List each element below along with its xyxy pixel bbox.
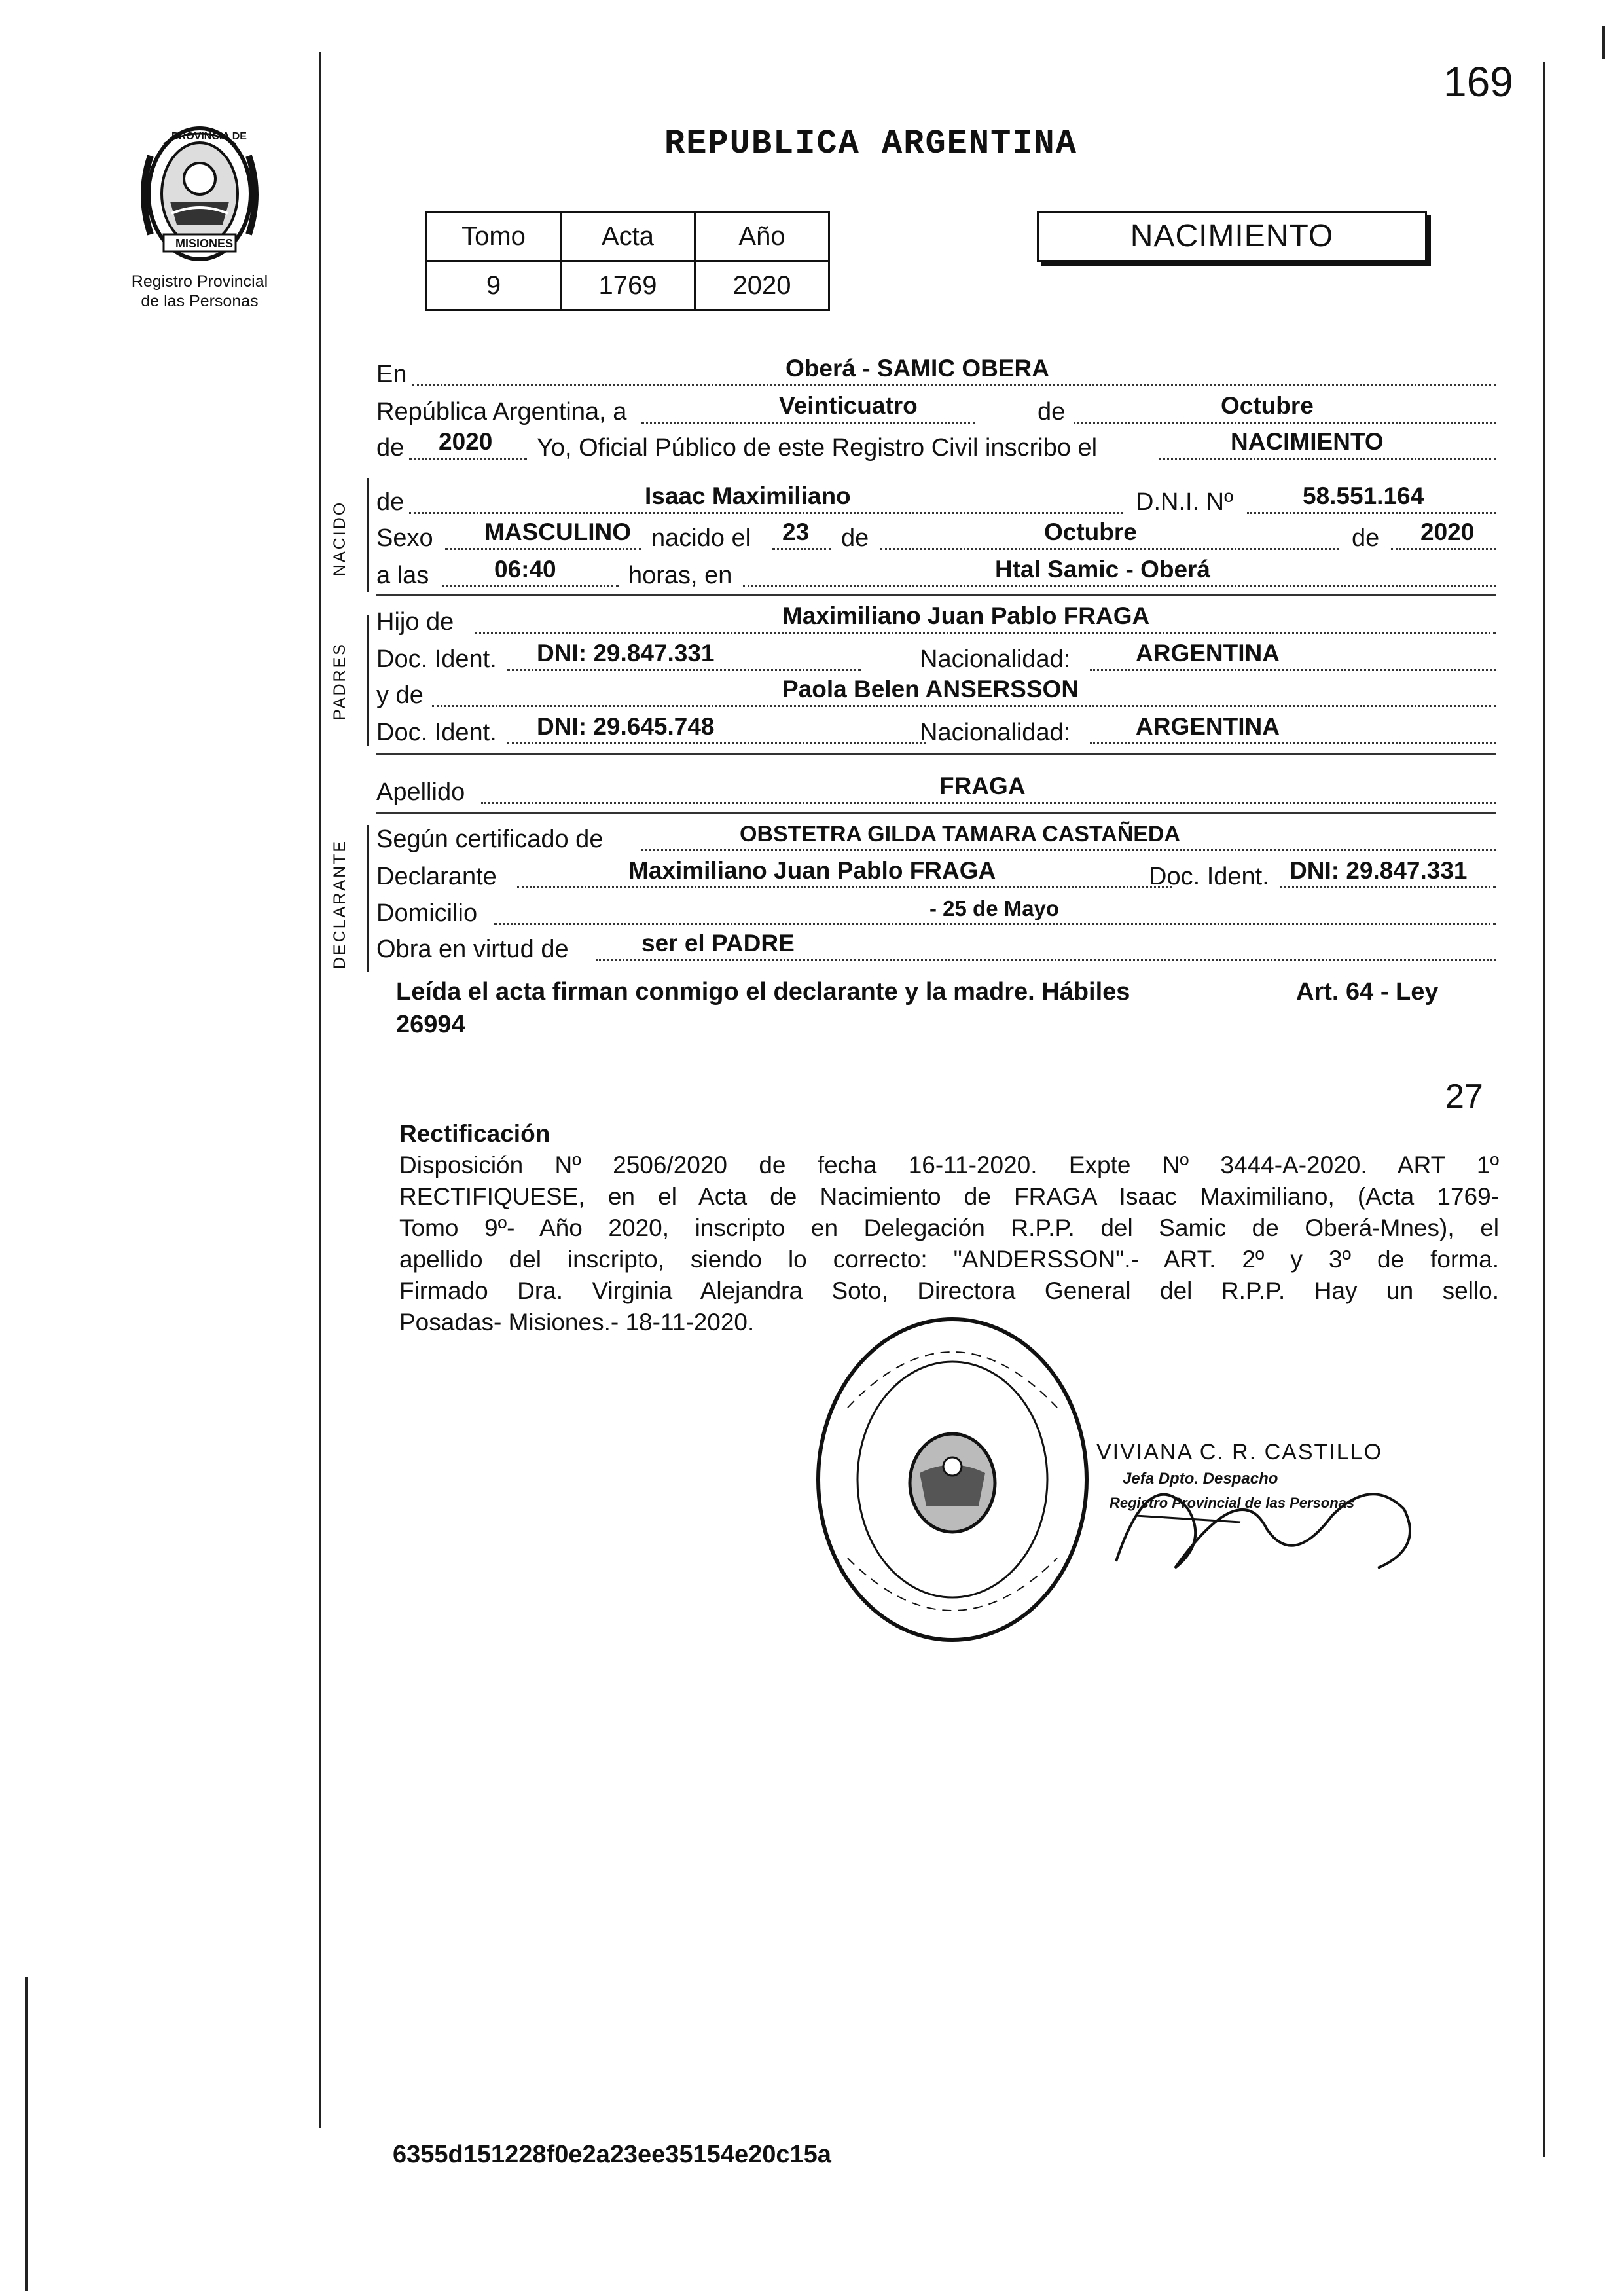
- value-capacity: ser el PADRE: [641, 930, 795, 957]
- value-birth-year: 2020: [1420, 519, 1475, 545]
- separator-apellido-declarante: [376, 812, 1496, 814]
- value-kind: NACIMIENTO: [1231, 428, 1384, 455]
- dots-kind: [1159, 458, 1496, 460]
- header-acta: Acta: [561, 212, 695, 261]
- value-anio: 2020: [695, 261, 829, 310]
- rectification-line: Firmado Dra. Virginia Alejandra Soto, Directora General del R.P.P. Hay un sello.: [399, 1277, 1499, 1304]
- closing-statement: [396, 975, 1483, 1041]
- row-republica: [376, 391, 1496, 430]
- rectification-section: [399, 1118, 1499, 1338]
- label-sexo: Sexo: [376, 524, 433, 552]
- value-sex: MASCULINO: [484, 519, 632, 545]
- row-obra: [376, 928, 1496, 968]
- dots-dni: [1247, 512, 1496, 514]
- registry-name-line2: de las Personas: [141, 292, 259, 310]
- section-label-padres: PADRES: [331, 642, 349, 720]
- page-number: 169: [1443, 58, 1513, 105]
- signature-block: [1096, 1437, 1437, 1594]
- left-margin-rule: [319, 52, 321, 2128]
- value-mother-dni: DNI: 29.645.748: [537, 713, 715, 740]
- dots-certificado: [641, 849, 1496, 851]
- dots-lugar: [743, 585, 1496, 587]
- value-dni: 58.551.164: [1303, 483, 1424, 509]
- closing-text: Leída el acta firman conmigo el declarante y la madre. Hábiles: [396, 978, 1130, 1006]
- seal-lettering-bottom: MISIONES: [175, 237, 234, 250]
- value-declarant: Maximiliano Juan Pablo FRAGA: [628, 857, 996, 884]
- row-doc1: [376, 638, 1496, 678]
- value-year: 2020: [439, 428, 493, 455]
- signatory-role: Jefa Dpto. Despacho: [1123, 1470, 1278, 1487]
- row-sexo: [376, 517, 1496, 556]
- rectification-line: Disposición Nº 2506/2020 de fecha 16-11-2020. Expte Nº 3444-A-2020. ART 1º: [399, 1152, 1499, 1178]
- dots-hijo: [475, 632, 1496, 634]
- label-en: En: [376, 361, 407, 388]
- record-table-header: [427, 212, 829, 261]
- label-nacionalidad-2: Nacionalidad:: [920, 719, 1071, 746]
- value-father-name: Maximiliano Juan Pablo FRAGA: [782, 602, 1150, 629]
- row-nombre: [376, 481, 1496, 520]
- dots-month: [880, 548, 1339, 550]
- label-apellido: Apellido: [376, 778, 465, 806]
- label-republica: República Argentina, a: [376, 398, 627, 426]
- value-first-names: Isaac Maximiliano: [645, 483, 851, 509]
- value-birth-day: 23: [782, 519, 810, 545]
- dots-madre: [432, 705, 1496, 707]
- header-anio: Año: [695, 212, 829, 261]
- dots-birth-year: [1391, 548, 1496, 550]
- section-label-nacido: NACIDO: [331, 500, 349, 576]
- dots-nac2: [1090, 742, 1496, 744]
- label-oficial: Yo, Oficial Público de este Registro Civil inscribo el: [537, 434, 1098, 462]
- value-certifier: OBSTETRA GILDA TAMARA CASTAÑEDA: [740, 822, 1181, 847]
- dots-domicilio: [494, 923, 1496, 925]
- label-y-de: y de: [376, 682, 424, 709]
- row-year: [376, 427, 1496, 466]
- value-birth-time: 06:40: [494, 556, 556, 583]
- value-day-words: Veinticuatro: [779, 392, 918, 419]
- value-month: Octubre: [1221, 392, 1314, 419]
- value-place: Oberá - SAMIC OBERA: [785, 355, 1049, 382]
- value-father-nationality: ARGENTINA: [1136, 640, 1280, 666]
- value-birth-month: Octubre: [1044, 519, 1137, 545]
- separator-padres-apellido: [376, 753, 1496, 755]
- nacido-side-rule: [367, 478, 369, 592]
- label-nacido-el: nacido el: [651, 524, 751, 552]
- record-table: [425, 211, 830, 311]
- row-en: [376, 354, 1496, 393]
- row-doc2: [376, 712, 1496, 751]
- row-declarante: [376, 856, 1496, 895]
- section-label-declarante: DECLARANTE: [331, 839, 349, 969]
- label-de-1: de: [1038, 398, 1066, 426]
- dots-hora: [442, 585, 619, 587]
- label-segun-certificado: Según certificado de: [376, 826, 604, 853]
- separator-nacido-padres: [376, 594, 1496, 596]
- dots-en: [412, 384, 1496, 386]
- padres-side-rule: [367, 615, 369, 746]
- label-doc-ident-2: Doc. Ident.: [376, 719, 497, 746]
- dots-sexo: [445, 548, 641, 550]
- label-obra-en-virtud: Obra en virtud de: [376, 936, 569, 963]
- dots-declarante: [517, 886, 1172, 888]
- value-mother-nationality: ARGENTINA: [1136, 713, 1280, 740]
- scan-corner-mark: [1602, 26, 1605, 59]
- dots-nac1: [1090, 669, 1496, 671]
- closing-line-1: [396, 975, 1483, 1008]
- value-father-dni: DNI: 29.847.331: [537, 640, 715, 666]
- row-certificado: [376, 818, 1496, 858]
- label-doc-ident-1: Doc. Ident.: [376, 646, 497, 673]
- row-madre: [376, 674, 1496, 714]
- row-hora: [376, 555, 1496, 594]
- row-domicilio: [376, 892, 1496, 932]
- official-stamp: [808, 1309, 1096, 1650]
- dots-doc1: [507, 669, 861, 671]
- dots-doc-decl: [1280, 886, 1496, 888]
- label-de-nombre: de: [376, 488, 405, 516]
- label-hijo-de: Hijo de: [376, 608, 454, 636]
- value-mother-name: Paola Belen ANSERSSON: [782, 676, 1079, 702]
- label-domicilio: Domicilio: [376, 900, 478, 927]
- row-apellido: [376, 771, 1496, 811]
- label-nacionalidad-1: Nacionalidad:: [920, 646, 1071, 673]
- declarante-side-rule: [367, 825, 369, 972]
- label-horas-en: horas, en: [628, 562, 732, 589]
- seal-lettering-top: PROVINCIA DE: [171, 131, 247, 142]
- margin-number: 27: [1445, 1078, 1483, 1116]
- rectification-line: Posadas- Misiones.- 18-11-2020.: [399, 1309, 755, 1336]
- dots-republica-2: [1074, 422, 1496, 424]
- value-tomo: 9: [427, 261, 561, 310]
- row-hijo: [376, 601, 1496, 640]
- dots-obra: [596, 959, 1496, 961]
- signatory-name: VIVIANA C. R. CASTILLO: [1096, 1440, 1383, 1465]
- value-acta: 1769: [561, 261, 695, 310]
- closing-law-number: 26994: [396, 1011, 465, 1038]
- dots-day: [772, 548, 831, 550]
- value-birth-place: Htal Samic - Oberá: [995, 556, 1211, 583]
- registry-name: [105, 272, 295, 311]
- registry-name-line1: Registro Provincial: [131, 272, 268, 291]
- registry-stamp-icon: [808, 1309, 1096, 1650]
- dots-doc2: [507, 742, 926, 744]
- document-hash: 6355d151228f0e2a23ee35154e20c15a: [393, 2141, 831, 2168]
- right-margin-rule: [1543, 62, 1545, 2157]
- label-de-birth-year: de: [1352, 524, 1380, 552]
- dots-apellido: [481, 802, 1496, 804]
- value-surname: FRAGA: [939, 773, 1026, 799]
- closing-article: Art. 64 - Ley: [1296, 978, 1439, 1006]
- record-table-values: [427, 261, 829, 310]
- scan-edge-mark: [25, 1977, 28, 2291]
- value-domicile: - 25 de Mayo: [929, 896, 1060, 920]
- label-dni: D.N.I. Nº: [1136, 488, 1233, 516]
- registry-logo: [124, 117, 275, 267]
- rectification-line: RECTIFIQUESE, en el Acta de Nacimiento de FRAGA Isaac Maximiliano, (Acta 1769-: [399, 1183, 1499, 1210]
- value-declarant-dni: DNI: 29.847.331: [1290, 857, 1468, 884]
- rectification-title: Rectificación: [399, 1120, 550, 1147]
- label-de-month: de: [841, 524, 869, 552]
- label-de-year: de: [376, 434, 405, 462]
- label-a-las: a las: [376, 562, 429, 589]
- label-doc-ident-decl: Doc. Ident.: [1149, 863, 1269, 890]
- rectification-line: Tomo 9º- Año 2020, inscripto en Delegación R.P.P. del Samic de Oberá-Mnes), el: [399, 1214, 1499, 1241]
- dots-nombre: [409, 512, 1123, 514]
- record-type-box: NACIMIENTO: [1037, 211, 1427, 262]
- rectification-line: apellido del inscripto, siendo lo correcto: "ANDERSSON".- ART. 2º y 3º de forma.: [399, 1246, 1499, 1273]
- dots-year: [409, 458, 527, 460]
- dots-republica-1: [641, 422, 975, 424]
- signatory-org: Registro Provincial de las Personas: [1110, 1495, 1355, 1511]
- country-title: REPUBLICA ARGENTINA: [664, 124, 1077, 163]
- label-declarante: Declarante: [376, 863, 497, 890]
- header-tomo: Tomo: [427, 212, 561, 261]
